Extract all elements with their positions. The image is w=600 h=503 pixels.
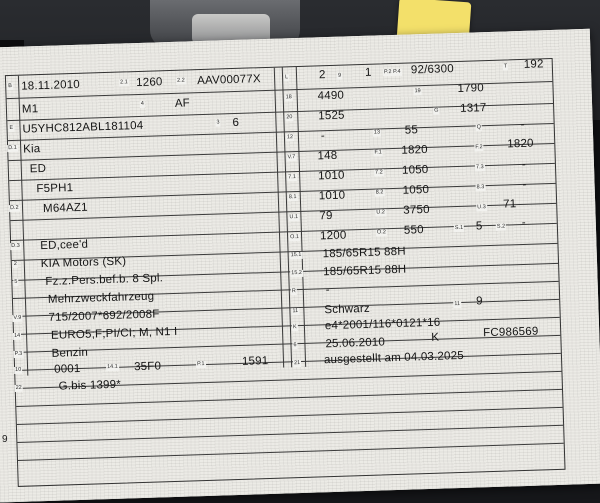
- field-code: T: [503, 63, 508, 70]
- field-code: G: [434, 107, 439, 114]
- max-speed: 192: [523, 58, 544, 71]
- type-code: AAV00077X: [196, 73, 261, 88]
- page-number: 9: [2, 434, 8, 445]
- field-code: 19: [414, 88, 421, 95]
- approval-date: 25.06.2010: [325, 336, 386, 351]
- axle-load-3: 1010: [318, 189, 346, 203]
- field-code: E: [9, 124, 14, 132]
- emission-code: 35F0: [133, 360, 162, 374]
- width: 1790: [457, 82, 485, 95]
- seats: 5: [475, 220, 483, 233]
- displacement: 1591: [241, 355, 269, 368]
- commercial-name: ED,cee'd: [40, 238, 89, 253]
- check-digit: 6: [232, 116, 240, 130]
- variant: F5PH1: [36, 182, 74, 196]
- field-code: O.1: [290, 234, 300, 241]
- height: 1525: [318, 109, 345, 123]
- field-code: 10: [15, 366, 22, 373]
- field-code: 12: [286, 134, 294, 141]
- row-line: [10, 203, 556, 221]
- axles: 2: [318, 69, 326, 82]
- row-line: [14, 350, 561, 371]
- field-code: 13: [373, 129, 381, 136]
- field-code: 11: [454, 300, 461, 308]
- document-number: FC986569: [483, 325, 539, 340]
- tire-front: 185/65R15 88H: [322, 245, 406, 261]
- field-code: 20: [286, 114, 293, 121]
- color: Schwarz: [324, 302, 371, 317]
- field-code: 5: [14, 278, 18, 285]
- field-code: L: [284, 74, 289, 81]
- field-code: V.7: [287, 154, 296, 161]
- column-line: [18, 76, 28, 376]
- axle-load-1: 1010: [318, 169, 345, 183]
- row-line: [17, 407, 563, 425]
- driven-axles: 1: [364, 66, 372, 79]
- trailer-braked: 1200: [319, 229, 347, 243]
- field-code: K: [292, 324, 297, 331]
- field-code: 21: [293, 360, 301, 367]
- row-line: [9, 143, 555, 161]
- make: Kia: [23, 143, 41, 156]
- manufacturer-code: 1260: [135, 76, 163, 90]
- tank-capacity: 55: [404, 124, 419, 137]
- type-approval: e4*2001/116*0121*16: [324, 316, 441, 333]
- field-code: 22: [15, 384, 22, 391]
- field-code: D.3: [11, 242, 20, 250]
- field-code: Q: [476, 124, 482, 131]
- type: ED: [29, 162, 47, 176]
- stationary-noise: 79: [319, 209, 333, 223]
- first-registration-date: 18.11.2010: [21, 78, 81, 93]
- color-code: 9: [476, 295, 484, 308]
- engine-speed: 3750: [403, 203, 430, 217]
- version: M64AZ1: [42, 201, 88, 216]
- length: 4490: [317, 89, 345, 103]
- field-code: 2.1: [120, 79, 128, 86]
- regulation: 715/2007*692/2008F: [48, 308, 160, 324]
- vehicle-class: Fz.z.Pers.bef.b. 8 Spl.: [45, 272, 164, 288]
- field-code: 7.2: [375, 169, 383, 176]
- empty-mass: 1317: [459, 102, 487, 115]
- field-dash: -: [520, 118, 525, 131]
- field-code: 6: [293, 342, 297, 349]
- field-code: 8.1: [288, 194, 297, 201]
- field-code: U.2: [376, 209, 386, 216]
- row-line: [9, 163, 555, 181]
- field-dash: -: [521, 216, 526, 230]
- field-code: U.1: [289, 214, 299, 221]
- field-code: R: [291, 288, 296, 295]
- field-code: 2.2: [177, 77, 185, 84]
- field-code: 7.1: [288, 174, 296, 181]
- field-code: F.1: [374, 149, 382, 156]
- field-code: 18: [285, 94, 292, 101]
- tire-rear: 185/65R15 88H: [323, 263, 407, 279]
- field-dash: -: [320, 130, 326, 143]
- field-code: 2: [13, 260, 17, 267]
- row-line: [18, 443, 564, 461]
- field-code: V.9: [13, 314, 22, 322]
- field-code: 14.1: [106, 363, 118, 371]
- manufacturer: KIA Motors (SK): [40, 255, 127, 271]
- field-code: 4: [140, 100, 144, 107]
- axle-load-2: 1050: [401, 163, 429, 177]
- field-code: 15.2: [291, 269, 303, 277]
- field-code: 8.2: [375, 189, 384, 196]
- body-code: AF: [174, 97, 191, 110]
- field-code: S.1: [454, 224, 464, 232]
- field-code: 14: [13, 332, 21, 340]
- emission-class: EURO5;F;PI/CI; M, N1 I: [50, 325, 178, 342]
- field-code: D.1: [8, 144, 17, 152]
- permissible-mass: 1820: [507, 137, 534, 151]
- field-dash: -: [325, 284, 330, 297]
- field-code: D.2: [9, 204, 19, 212]
- field-dash: -: [521, 158, 527, 171]
- issued-date: ausgestellt am 04.03.2025: [323, 349, 465, 367]
- field-code: 11: [292, 308, 299, 315]
- field-code: 15.1: [290, 251, 302, 259]
- field-code: P.1: [196, 361, 205, 368]
- fuel-code: 0001: [53, 362, 81, 376]
- drive-by-noise: 71: [502, 198, 517, 211]
- field-code: S.2: [496, 223, 506, 230]
- vehicle-category: M1: [21, 103, 39, 116]
- vin: U5YHC812ABL181104: [22, 119, 144, 136]
- field-code: U.3: [477, 204, 486, 211]
- row-line: [17, 425, 563, 443]
- body-type: Mehrzweckfahrzeug: [47, 290, 155, 306]
- fuel: Benzin: [51, 346, 89, 360]
- field-code: 3: [216, 119, 220, 126]
- remark: G.bis 1399*: [58, 378, 122, 393]
- k-label: K: [431, 331, 440, 344]
- max-mass: 1820: [401, 143, 429, 157]
- field-code: O.2: [376, 229, 386, 236]
- power: 92/6300: [410, 63, 455, 77]
- co2-value: 148: [317, 149, 338, 163]
- field-code: 9: [337, 72, 342, 79]
- field-code: F.2: [475, 144, 483, 151]
- trailer-unbraked: 550: [403, 224, 424, 237]
- field-code: B: [8, 82, 12, 90]
- field-code: P.3: [14, 350, 23, 357]
- field-dash: -: [522, 178, 527, 191]
- row-line: [10, 183, 556, 201]
- field-code: 7.3: [475, 164, 484, 171]
- field-code: 8.3: [476, 184, 485, 191]
- axle-load-4: 1050: [402, 183, 430, 197]
- field-code: P.2 P.4: [383, 68, 401, 76]
- registration-document: [0, 29, 600, 503]
